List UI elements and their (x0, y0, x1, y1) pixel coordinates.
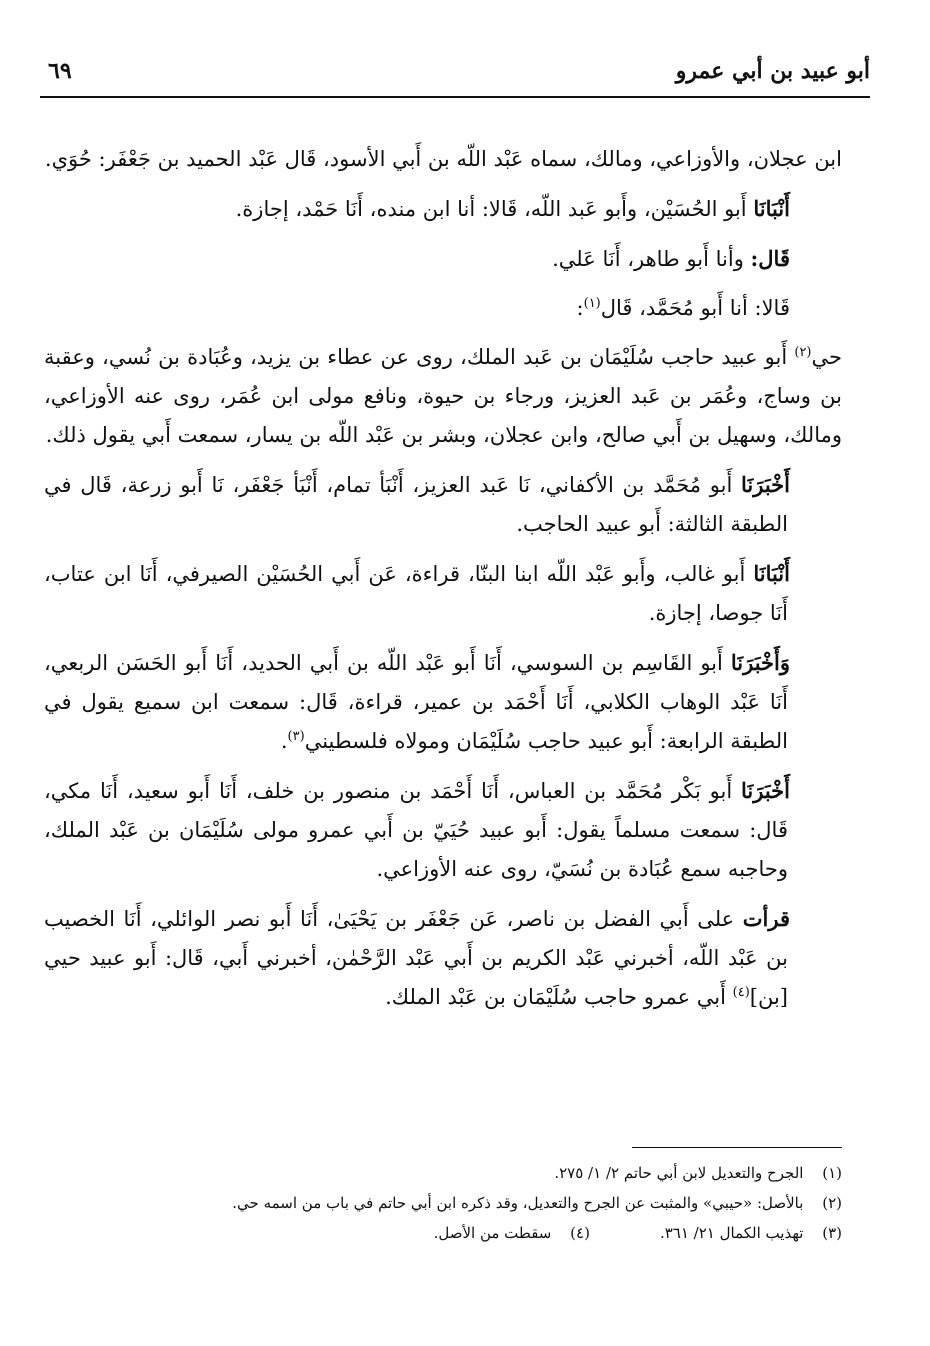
text-paragraph (44, 899, 842, 1017)
footnote-marker: (٤) (732, 985, 750, 1000)
text-paragraph (44, 554, 842, 633)
paragraph-text: أَبو الحُسَيْن، وأَبو عَبد اللّه، قَالا: أنا ابن منده، أَنَا حَمْد، إجازة. (235, 197, 754, 221)
running-header (40, 58, 870, 94)
text-paragraph (44, 643, 842, 761)
text-paragraph (44, 189, 842, 229)
text-paragraph (44, 140, 842, 179)
footnote-text: بالأصل: «حيبي» والمثبت عن الجرح والتعديل، وقد ذكره ابن أبي حاتم في باب من اسمه حي. (232, 1194, 804, 1212)
paragraph-text-continued: أَبي عمرو حاجب سُلَيْمَان بن عَبْد الملك. (385, 985, 733, 1009)
paragraph-text: أَبو بَكْر مُحَمَّد بن العباس، أَنَا أَحْمَد بن منصور بن خلف، أَنَا أَبو سعيد، أَنَا مكي، قَال: سمعت مسلماً يقول: أَبو عبيد حُيَيّ بن أَبي عمرو مولى سُلَيْمَان بن عَبْد الملك، وحاجبه سمع عُبَادة بن نُسَيّ، روى عنه الأوزاعي. (44, 779, 788, 881)
paragraph-text: أَبو القَاسِم بن السوسي، أَنَا أَبو عَبْد اللّه بن أَبي الحديد، أَنَا أَبو الحَسَن الربعي، أَنَا عَبْد الوهاب الكلابي، أَنَا أَحْمَد بن عمير، قراءة، قَال: سمعت ابن سميع يقول في الطبقة الرابعة: أَبو عبيد حاجب سُلَيْمَان ومولاه فلسطيني (44, 651, 788, 753)
footnote-number: (٢) (822, 1194, 842, 1212)
footnote-2 (44, 1188, 842, 1218)
paragraph-text: ابن عجلان، والأوزاعي، ومالك، سماه عَبْد اللّه بن أَبي الأسود، قَال عَبْد الحميد بن جَعْفَر: حُوَي. (44, 147, 842, 171)
page-number: ٦٩ (48, 58, 72, 84)
paragraph-text: قَالا: أنا أَبو مُحَمَّد، قَال (600, 296, 790, 320)
transmission-keyword: قرأت (742, 906, 790, 931)
text-paragraph (44, 771, 842, 889)
paragraph-text-continued: أَبو عبيد حاجب سُلَيْمَان بن عَبد الملك، روى عن عطاء بن يزيد، وعُبَادة بن نُسي، وعقبة بن وساج، وعُمَر بن عَبد العزيز، ورجاء بن حيوة، ونافع مولى ابن عُمَر، روى عنه الأوزاعي، ومالك، وسهيل بن أَبي صالح، وابن عجلان، وبشر بن عَبْد اللّه بن يسار، سمعت أَبي يقول ذلك. (44, 345, 842, 447)
transmission-keyword: وَأَخْبَرَنَا (730, 650, 790, 675)
text-paragraph (44, 239, 842, 279)
transmission-keyword: أَخْبَرَنَا (741, 472, 790, 497)
footnote-1 (44, 1158, 842, 1188)
footnote-4 (434, 1218, 590, 1248)
footnote-marker: (٢) (794, 345, 812, 360)
header-rule (40, 96, 870, 98)
footnotes (44, 1158, 842, 1248)
footnote-number: (١) (822, 1164, 842, 1182)
footnote-number: (٤) (570, 1224, 590, 1242)
footnote-3 (660, 1218, 842, 1248)
transmission-keyword: قَال: (750, 246, 790, 271)
paragraph-text: أَبو مُحَمَّد بن الأكفاني، نَا عَبد العزيز، أَنْبَأ تمام، أَنْبَأ جَعْفَر، نَا أَبو زرعة، قَال في الطبقة الثالثة: أَبو عبيد الحاجب. (44, 473, 788, 536)
paragraph-text: وأنا أَبو طاهر، أَنَا عَلي. (552, 247, 751, 271)
main-text (44, 140, 842, 1027)
footnote-number: (٣) (822, 1224, 842, 1242)
transmission-keyword: أَنْبَانَا (753, 196, 790, 221)
transmission-keyword: أَخْبَرَنَا (741, 778, 790, 803)
paragraph-text-continued: . (280, 729, 288, 753)
footnote-row (44, 1218, 842, 1248)
running-title: أبو عبيد بن أبي عمرو (675, 58, 870, 84)
footnote-text: تهذيب الكمال ٢١/ ٣٦١. (659, 1224, 804, 1242)
paragraph-text: أَبو غالب، وأَبو عَبْد اللّه ابنا البنّا، قراءة، عَن أَبي الحُسَيْن الصيرفي، أَنَا ابن عتاب، أَنَا جوصا، إجازة. (44, 562, 788, 625)
paragraph-text: حي (811, 345, 842, 369)
text-paragraph (44, 465, 842, 544)
footnote-text: الجرح والتعديل لابن أبي حاتم ٢/ ١/ ٢٧٥. (554, 1164, 804, 1182)
footnote-marker: (١) (583, 296, 601, 311)
transmission-keyword: أَنْبَانَا (753, 561, 790, 586)
paragraph-text-continued: : (576, 296, 584, 320)
paragraph-text: على أَبي الفضل بن ناصر، عَن جَعْفَر بن يَحْيَىٰ، أَنَا أَبو نصر الوائلي، أَنَا الخصيب بن عَبْد اللّه، أخبرني عَبْد الكريم بن أَبي عَبْد الرَّحْمٰن، أخبرني أَبي، قَال: أَبو عبيد حيي [بن] (44, 907, 788, 1009)
footnote-text: سقطت من الأصل. (433, 1224, 552, 1242)
footnote-rule (632, 1147, 842, 1148)
footnote-marker: (٣) (287, 729, 305, 744)
text-paragraph (44, 338, 842, 455)
text-paragraph (44, 289, 842, 328)
